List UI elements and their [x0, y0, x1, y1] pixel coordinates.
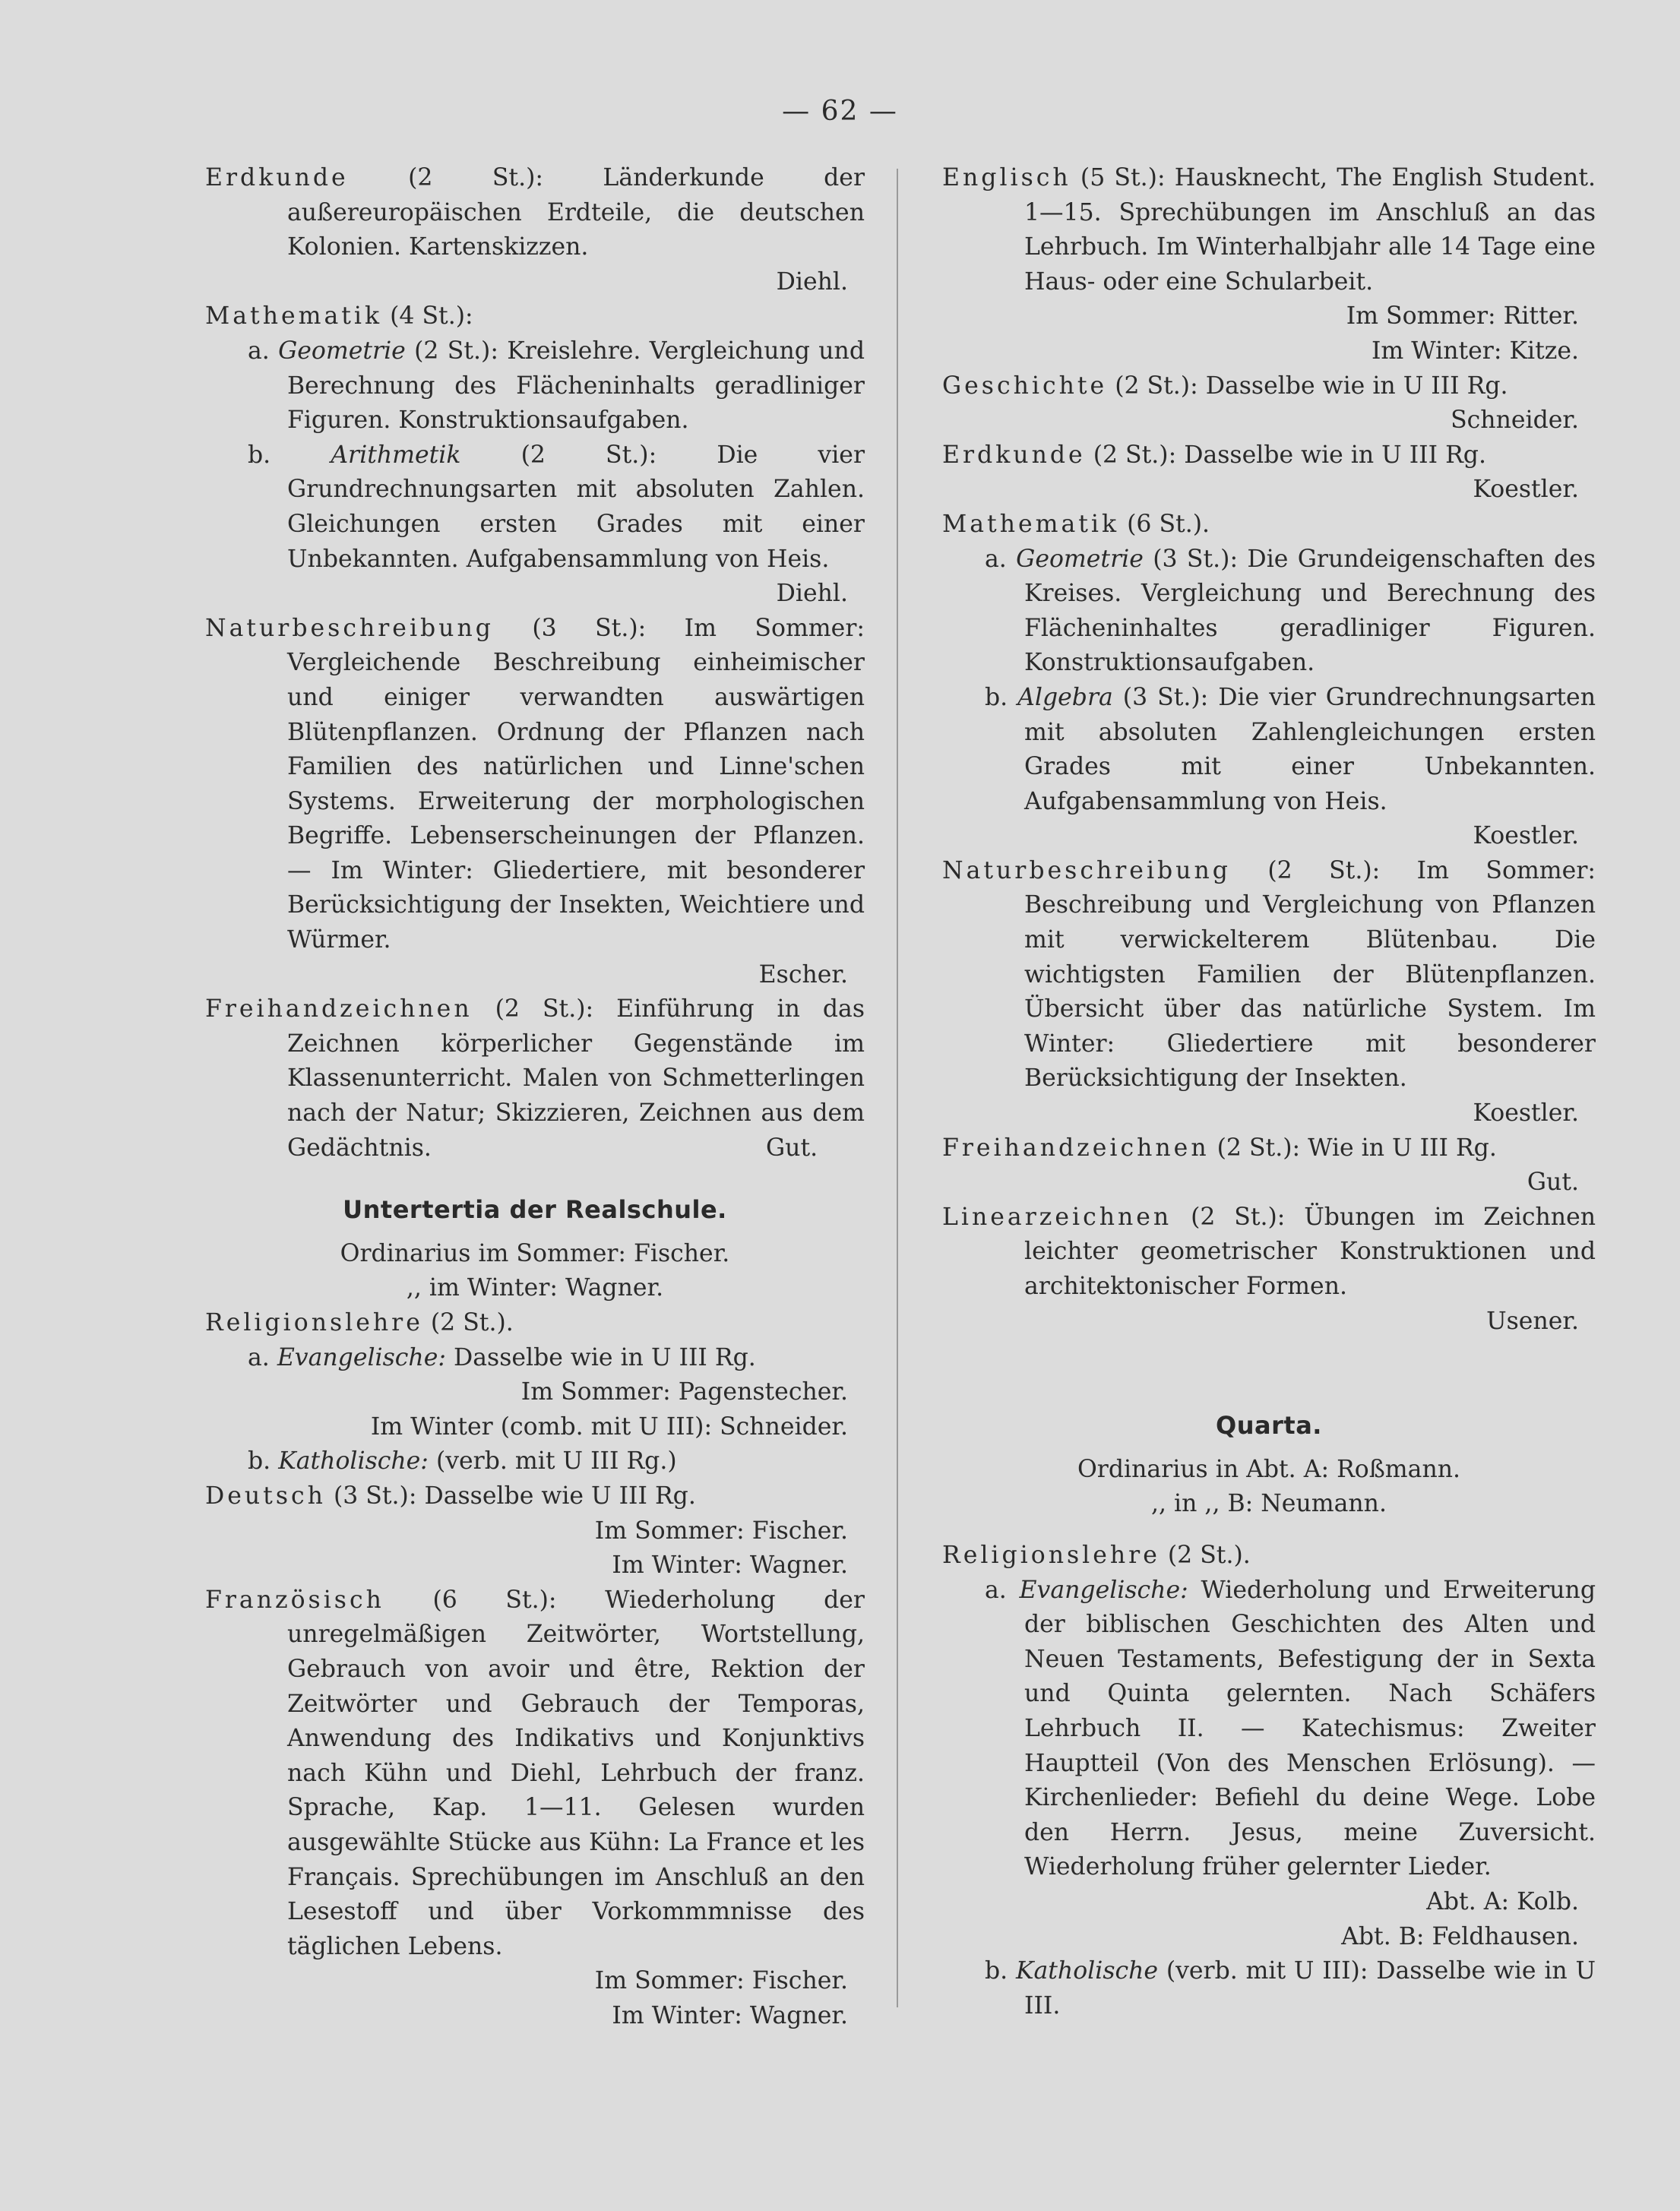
- entry-text: (2 St.).: [1160, 1541, 1251, 1569]
- sub-topic: Geometrie: [1016, 545, 1144, 573]
- entry-text: (6 St.).: [1119, 510, 1210, 538]
- subject-title: Erdkunde: [942, 441, 1086, 469]
- subject-title: Freihandzeichnen: [942, 1134, 1210, 1162]
- religionslehre-entry: [205, 1306, 865, 1341]
- sub-text: (3 St.): Die Grundeigenschaften des Kreises. Vergleichung und Berechnung des Flächeninhaltes geradliniger Figuren. Konstruktionsaufgaben.: [1024, 545, 1596, 677]
- evangelische-sub: [205, 1341, 865, 1376]
- sub-label: b.: [985, 683, 1018, 711]
- teacher-name: Escher.: [758, 960, 848, 988]
- sub-text: Wiederholung und Erweiterung der biblischen Geschichten des Alten und Neuen Testaments, Befestigung der in Sexta und Quinta gelernten. Nach Schäfers Lehrbuch II. — Katechismus: Zweiter Hauptteil (Von des Menschen Erlösung). — Kirchenlieder: Befiehl du deine Wege. Lobe den Herrn. Jesus, meine Zuversicht. Wiederholung früher gelernter Lieder.: [1024, 1576, 1596, 1881]
- erdkunde-entry: [205, 161, 865, 265]
- subject-title: Mathematik: [942, 510, 1120, 538]
- subject-title: Linearzeichnen: [942, 1203, 1172, 1231]
- teacher-name: Im Winter: Kitze.: [1371, 337, 1579, 365]
- deutsch-entry: [205, 1479, 865, 1514]
- geschichte-entry: [942, 369, 1596, 404]
- naturbeschreibung-entry: [942, 854, 1596, 1096]
- entry-text: (2 St.).: [422, 1309, 514, 1336]
- teacher-name: Usener.: [1486, 1307, 1579, 1335]
- section-heading: Quarta.: [1216, 1411, 1322, 1441]
- subject-title: Religionslehre: [205, 1309, 423, 1336]
- algebra-sub: [942, 681, 1596, 819]
- arithmetik-sub: [205, 438, 865, 577]
- sub-text: (2 St.): Die vier Grundrechnungsarten mit absoluten Zahlen. Gleichungen ersten Grades mit einer Unbekannten. Aufgabensammlung von Heis.: [287, 441, 865, 573]
- subject-title: Deutsch: [205, 1482, 326, 1510]
- subject-title: Erdkunde: [205, 164, 349, 191]
- entry-text: (2 St.): Wie in U III Rg.: [1209, 1134, 1497, 1162]
- entry-text: (2 St.): Dasselbe wie in U III Rg.: [1085, 441, 1486, 469]
- geometrie-sub: [205, 334, 865, 438]
- sub-label: a.: [248, 337, 279, 365]
- teacher-name: Gut.: [766, 1134, 818, 1162]
- sub-text: (verb. mit U III Rg.): [428, 1447, 677, 1476]
- teacher-name: Im Winter: Wagner.: [612, 2001, 848, 2029]
- teacher-name: Im Sommer: Ritter.: [1346, 302, 1579, 331]
- teacher-name: Diehl.: [776, 580, 848, 608]
- evangelische-sub: [942, 1574, 1596, 1885]
- sub-topic: Algebra: [1017, 683, 1113, 711]
- sub-label: b.: [248, 1447, 279, 1476]
- freihandzeichnen-entry: [205, 992, 865, 1166]
- sub-label: a.: [985, 545, 1017, 573]
- subject-title: Naturbeschreibung: [942, 856, 1231, 884]
- subject-title: Englisch: [942, 164, 1071, 191]
- ordinarius-line: Ordinarius im Sommer: Fischer.: [340, 1239, 730, 1267]
- teacher-name: Abt. B: Feldhausen.: [1341, 1922, 1579, 1950]
- subject-title: Religionslehre: [942, 1541, 1160, 1569]
- teacher-name: Koestler.: [1473, 822, 1579, 850]
- sub-label: a.: [248, 1343, 277, 1371]
- entry-text: (2 St.): Im Sommer: Beschreibung und Vergleichung von Pflanzen mit verwickelterem Blütenbau. Die wichtigsten Familien der Blütenpflanzen. Übersicht über das natürliche System. Im Winter: Gliedertiere mit besonderer Berücksichtigung der Insekten.: [1024, 856, 1596, 1093]
- sub-topic: Arithmetik: [331, 441, 461, 469]
- entry-text: (5 St.): Hausknecht, The English Student. 1—15. Sprechübungen im Anschluß an das Lehrbuch. Im Winterhalbjahr alle 14 Tage eine Haus- oder eine Schularbeit.: [1024, 164, 1596, 296]
- sub-label: a.: [985, 1576, 1020, 1604]
- entry-text: (2 St.): Länderkunde der außereuropäischen Erdteile, die deutschen Kolonien. Kartenskizzen.: [287, 164, 865, 261]
- teacher-name: Koestler.: [1473, 476, 1579, 504]
- entry-text: (3 St.): Im Sommer: Vergleichende Beschreibung einheimischer und einiger verwandten auswärtigen Blütenpflanzen. Ordnung der Pflanzen nach Familien des natürlichen und Linne'schen Systems. Erweiterung der morphologischen Begriffe. Lebenserscheinungen der Pflanzen. — Im Winter: Gliedertiere, mit besonderer Berücksichtigung der Insekten, Weichtiere und Würmer.: [287, 614, 865, 954]
- linearzeichnen-entry: [942, 1200, 1596, 1305]
- sub-topic: Evangelische:: [277, 1343, 446, 1371]
- sub-text: Dasselbe wie in U III Rg.: [445, 1343, 756, 1371]
- column-divider: [897, 169, 898, 2007]
- right-column: [942, 161, 1596, 2023]
- franzoesisch-entry: [205, 1583, 865, 1965]
- teacher-name: Gut.: [1527, 1169, 1579, 1197]
- katholische-sub: [942, 1954, 1596, 2023]
- ordinarius-line: ,, im Winter: Wagner.: [406, 1274, 664, 1302]
- left-column: [205, 161, 865, 2033]
- entry-text: (6 St.): Wiederholung der unregelmäßigen Zeitwörter, Wortstellung, Gebrauch von avoir und être, Rektion der Zeitwörter und Gebrauch der Temporas, Anwendung des Indikativs und Konjunktivs nach Kühn und Diehl, Lehrbuch der franz. Sprache, Kap. 1—11. Gelesen wurden ausgewählte Stücke aus Kühn: La France et les Français. Sprechübungen im Anschluß an den Lesestoff und über Vorkommmnisse des täglichen Lebens.: [287, 1586, 865, 1960]
- subject-title: Freihandzeichnen: [205, 995, 473, 1023]
- subject-title: Französisch: [205, 1586, 384, 1614]
- religionslehre-entry: [942, 1539, 1596, 1574]
- sub-topic: Evangelische:: [1019, 1576, 1188, 1604]
- teacher-name: Schneider.: [1451, 406, 1579, 435]
- freihandzeichnen-entry: [942, 1131, 1596, 1166]
- naturbeschreibung-entry: [205, 612, 865, 958]
- entry-text: (2 St.): Dasselbe wie in U III Rg.: [1107, 372, 1508, 400]
- section-heading: Untertertia der Realschule.: [343, 1195, 727, 1225]
- entry-text: (2 St.): Übungen im Zeichnen leichter geometrischer Konstruktionen und architektonischer Formen.: [1024, 1203, 1596, 1300]
- ordinarius-line: Ordinarius in Abt. A: Roßmann.: [1077, 1455, 1461, 1483]
- teacher-name: Abt. A: Kolb.: [1426, 1887, 1579, 1915]
- teacher-name: Im Sommer: Fischer.: [594, 1967, 848, 1995]
- spacer: [942, 1339, 1596, 1381]
- sub-topic: Katholische:: [278, 1447, 429, 1476]
- sub-topic: Katholische: [1015, 1957, 1159, 1985]
- teacher-name: Im Sommer: Fischer.: [594, 1517, 848, 1545]
- sub-text: (2 St.): Kreislehre. Vergleichung und Berechnung des Flächeninhalts geradliniger Figuren. Konstruktionsaufgaben.: [287, 337, 865, 435]
- teacher-name: Im Winter (comb. mit U III): Schneider.: [370, 1412, 848, 1441]
- mathematik-entry: [942, 508, 1596, 542]
- englisch-entry: [942, 161, 1596, 299]
- subject-title: Naturbeschreibung: [205, 614, 494, 642]
- sub-text: (verb. mit U III): Dasselbe wie in U III.: [1024, 1957, 1596, 2020]
- entry-text: (2 St.): Einführung in das Zeichnen körperlicher Gegenstände im Klassenunterricht. Malen von Schmetterlingen nach der Natur; Skizzieren, Zeichnen aus dem Gedächtnis.: [287, 995, 865, 1162]
- ordinarius-line: ,, in ,, B: Neumann.: [1151, 1490, 1387, 1518]
- katholische-sub: [205, 1444, 865, 1479]
- sub-label: b.: [985, 1957, 1016, 1985]
- sub-topic: Geometrie: [278, 337, 406, 365]
- mathematik-entry: [205, 299, 865, 334]
- sub-label: b.: [248, 441, 331, 469]
- entry-text: (4 St.):: [382, 302, 473, 331]
- page-number: — 62 —: [782, 96, 898, 127]
- erdkunde-entry: [942, 438, 1596, 473]
- teacher-name: Diehl.: [776, 267, 848, 296]
- geometrie-sub: [942, 542, 1596, 681]
- teacher-name: Im Winter: Wagner.: [612, 1551, 848, 1580]
- subject-title: Mathematik: [205, 302, 383, 331]
- subject-title: Geschichte: [942, 372, 1108, 400]
- entry-text: (3 St.): Dasselbe wie U III Rg.: [325, 1482, 696, 1510]
- teacher-name: Koestler.: [1473, 1099, 1579, 1128]
- sub-text: (3 St.): Die vier Grundrechnungsarten mit absoluten Zahlengleichungen ersten Grades mit einer Unbekannten. Aufgabensammlung von Heis.: [1024, 683, 1596, 815]
- teacher-name: Im Sommer: Pagenstecher.: [520, 1378, 848, 1406]
